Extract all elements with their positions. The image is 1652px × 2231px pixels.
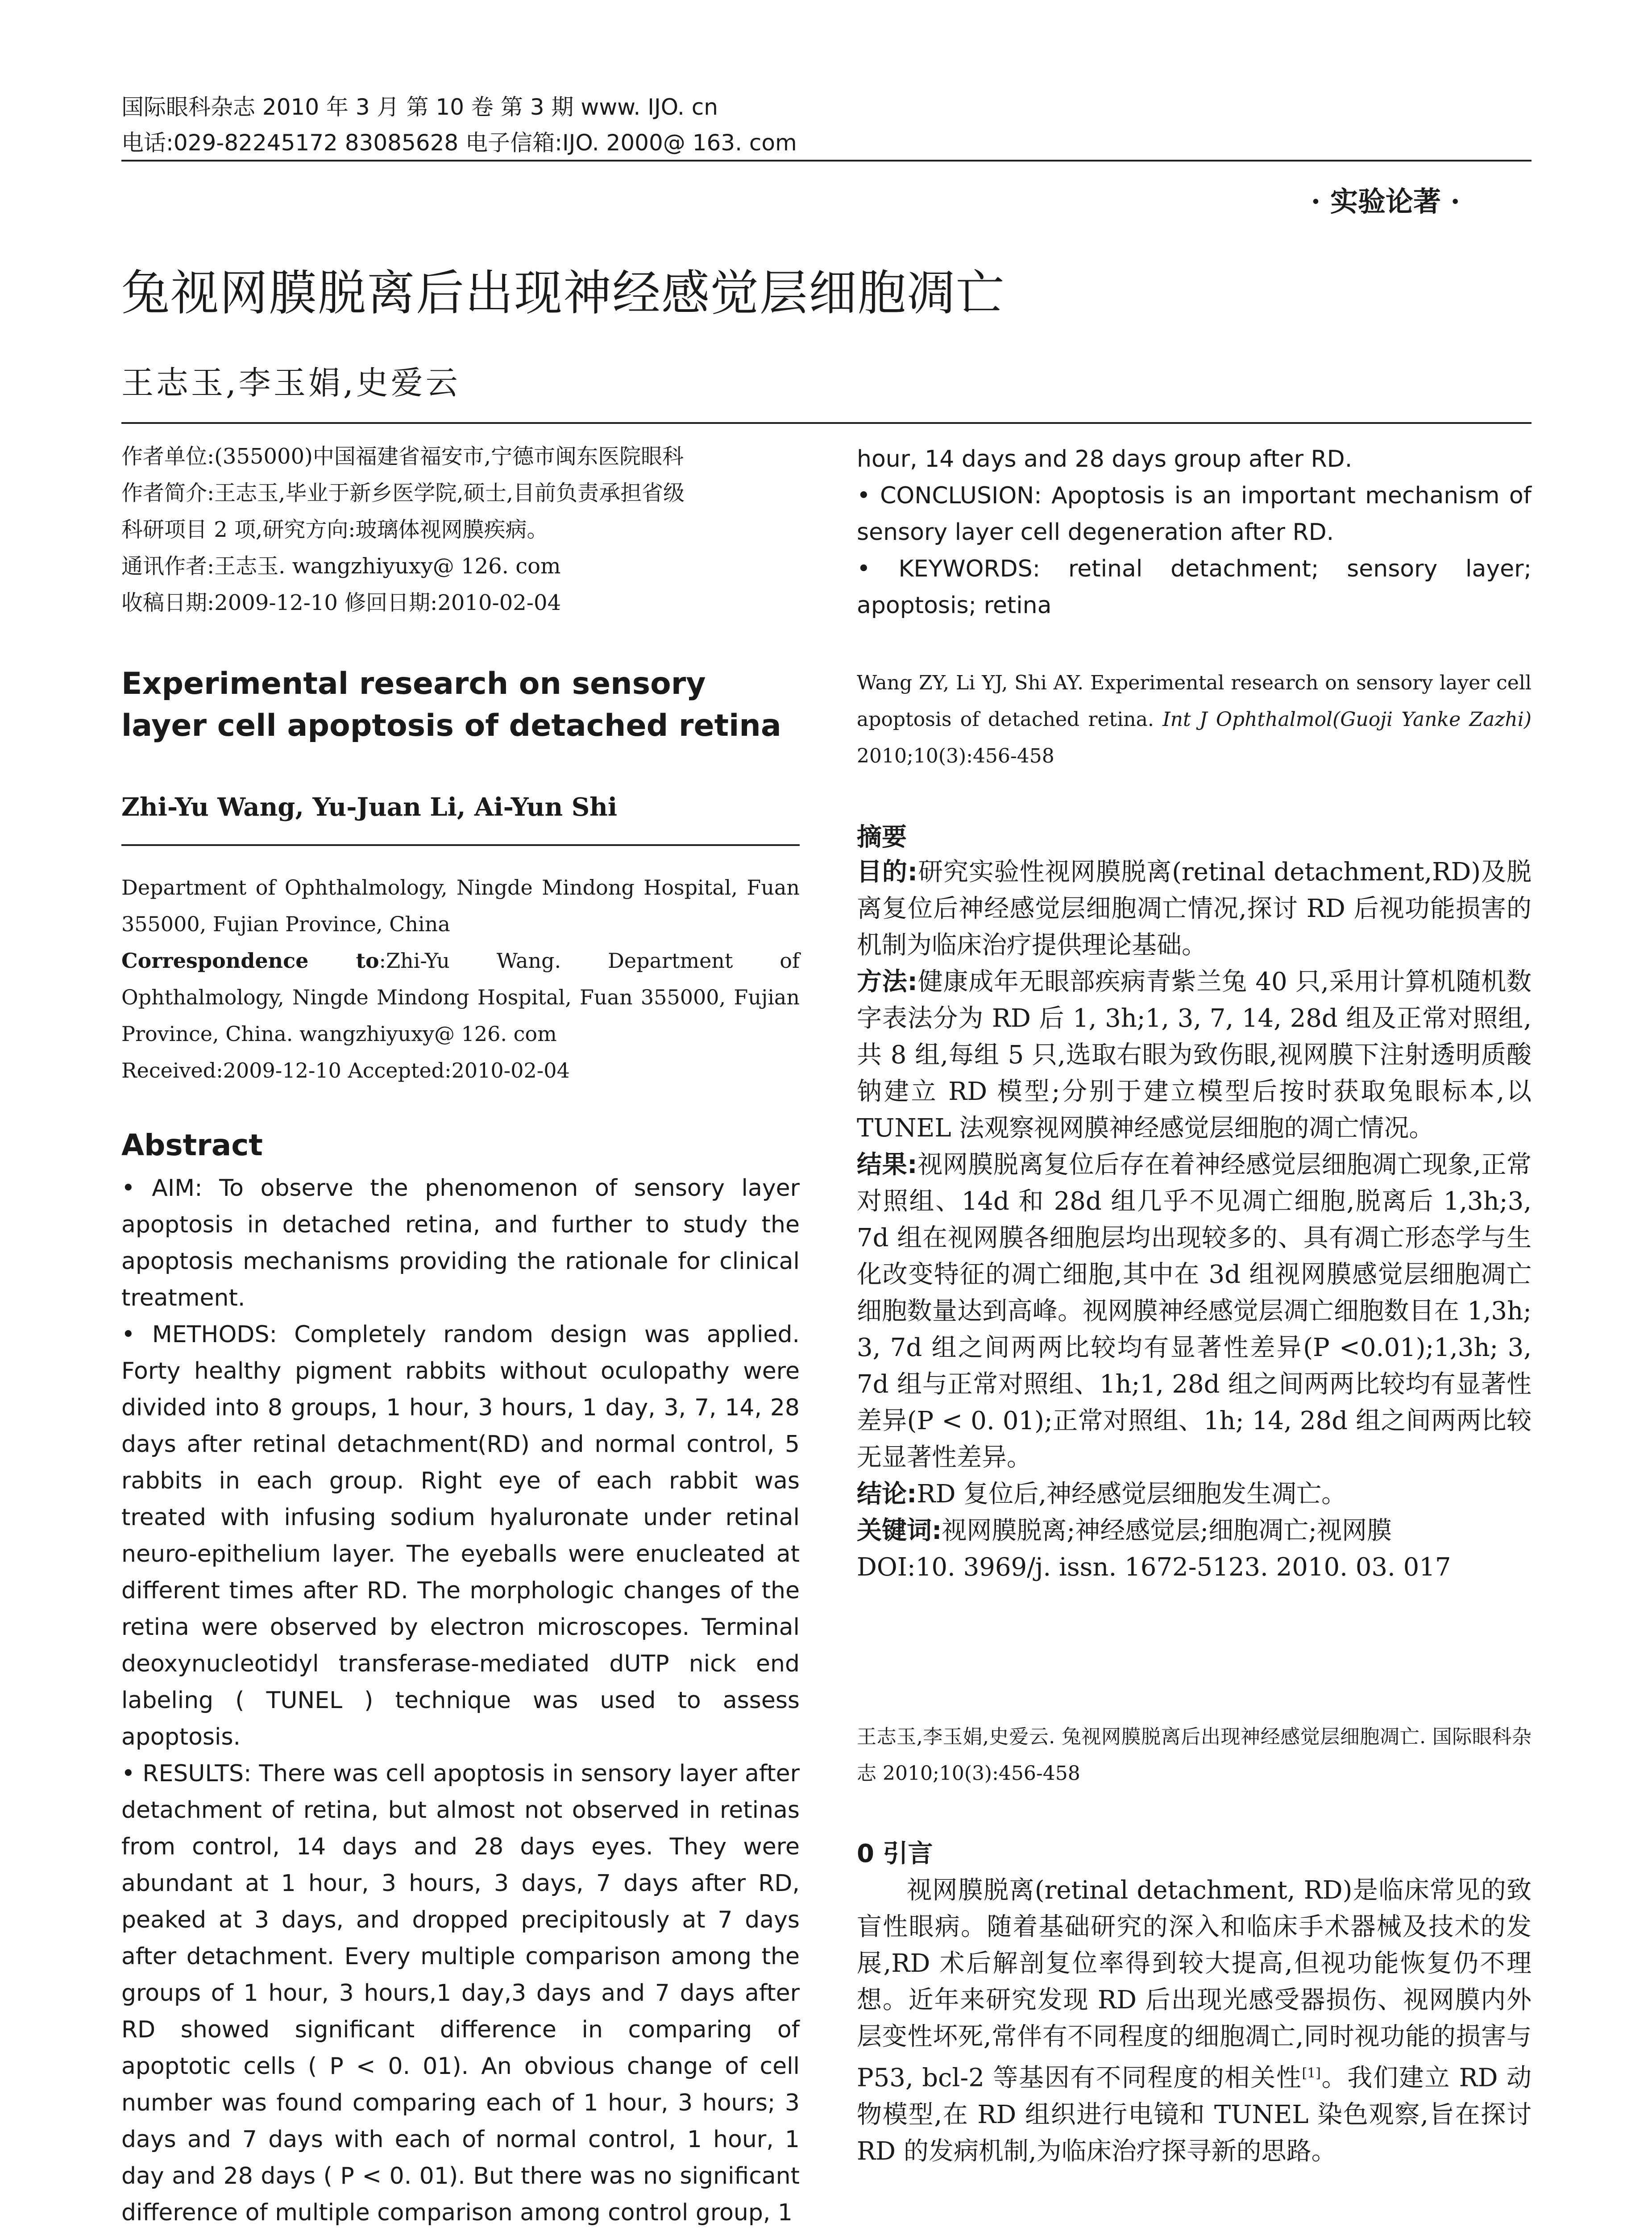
abstract-aim: • AIM: To observe the phenomenon of sensory layer apoptosis in detached retina, and further to study the apoptosis mechanisms providing the rationale for clinical treatment.: [121, 1175, 800, 1311]
intro-text: 视网膜脱离(retinal detachment, RD)是临床常见的致盲性眼病。随着基础研究的深入和临床手术器械及技术的发展,RD 术后解剖复位率得到较大提高,但视功能恢复仍不理想。近年来研究发现 RD 后出现光感受器损伤、视网膜内外层变性坏死,常伴有不同程度的细胞凋亡,同时视功能的损害与 P53, bcl-2 等基因有不同程度的相关性: [857, 1876, 1532, 2093]
cn-conclusion-text: RD 复位后,神经感觉层细胞发生凋亡。: [917, 1480, 1347, 1509]
cn-methods: [857, 964, 1532, 1147]
intro-heading: 0 引言: [857, 1839, 933, 1868]
abstract-cn: [857, 854, 1532, 1586]
citation-cn: 王志玉,李玉娟,史爱云. 兔视网膜脱离后出现神经感觉层细胞凋亡. 国际眼科杂志 2010;10(3):456-458: [857, 1725, 1532, 1785]
journal-header-line2: 电话:029-82245172 83085628 电子信箱:IJO. 2000@ 163. com: [121, 130, 797, 156]
cn-aim: [857, 854, 1532, 964]
cn-doi: DOI:10. 3969/j. issn. 1672-5123. 2010. 03. 017: [857, 1553, 1451, 1582]
cn-keywords-text: 视网膜脱离;神经感觉层;细胞凋亡;视网膜: [942, 1516, 1392, 1545]
cn-keywords: [857, 1513, 1532, 1549]
zhaiyao-heading: 摘要: [857, 823, 907, 852]
correspondence: [121, 942, 800, 1052]
citation-authors-title: Wang ZY, Li YJ, Shi AY. Experimental research on sensory layer cell apoptosis of detached retina.: [857, 672, 1532, 731]
article-title-en: Experimental research on sensory layer cell apoptosis of detached retina: [121, 666, 781, 743]
author-info-cn: [121, 438, 800, 621]
intro-text-cont: 。我们建立 RD 动物模型,在 RD 组织进行电镜和 TUNEL 染色观察,旨在探讨 RD 的发病机制,为临床治疗探寻新的思路。: [857, 2063, 1532, 2166]
section-tag: · 实验论著 ·: [1311, 185, 1460, 218]
abstract-results: • RESULTS: There was cell apoptosis in sensory layer after detachment of retina, but almost not observed in retinas from control, 14 days and 28 days eyes. They were abundant at 1 hour, 3 hours, 3 days, 7 days after RD, peaked at 3 days, and dropped precipitously at 7 days after detachment. Every multiple comparison among the groups of 1 hour, 3 hours,1 day,3 days and 7 days after RD showed significant difference in comparing of apoptotic cells ( P < 0. 01). An obvious change of cell number was found comparing each of 1 hour, 3 hours; 3 days and 7 days with each of normal control, 1 hour, 1 day and 28 days ( P < 0. 01). But there was no significant difference of multiple comparison among control group, 1: [121, 1760, 800, 2226]
meta-line: 通讯作者:王志玉. wangzhiyuxy@ 126. com: [121, 554, 561, 579]
cn-keywords-label: 关键词:: [857, 1516, 942, 1545]
abstract-en-left: [121, 1170, 800, 2231]
cn-conclusion: [857, 1476, 1532, 1513]
affiliation-en: [121, 869, 800, 1089]
abstract-en-right: [857, 441, 1532, 624]
cn-conclusion-label: 结论:: [857, 1480, 917, 1509]
header-rule: [121, 160, 1532, 162]
authors-cn: 王志玉,李玉娟,史爱云: [121, 364, 461, 402]
affiliation-text: Department of Ophthalmology, Ningde Mindong Hospital, Fuan 355000, Fujian Province, China: [121, 875, 800, 936]
article-title-cn: 兔视网膜脱离后出现神经感觉层细胞凋亡: [121, 265, 1005, 321]
citation-journal: Int J Ophthalmol(Guoji Yanke Zazhi): [1162, 708, 1532, 731]
abstract-keywords: • KEYWORDS: retinal detachment; sensory layer; apoptosis; retina: [857, 556, 1532, 619]
meta-line: 作者简介:王志玉,毕业于新乡医学院,硕士,目前负责承担省级: [121, 481, 685, 506]
correspondence-text: :Zhi-Yu Wang. Department of Ophthalmology, Ningde Mindong Hospital, Fuan 355000, Fujian Province, China. wangzhiyuxy@ 126. com: [121, 949, 800, 1046]
authors-rule: [121, 844, 800, 846]
correspondence-label: Correspondence to: [121, 949, 379, 973]
cn-results-label: 结果:: [857, 1150, 917, 1179]
dates-en: Received:2009-12-10 Accepted:2010-02-04: [121, 1058, 570, 1082]
intro-paragraph: [857, 1872, 1532, 2170]
cn-aim-label: 目的:: [857, 858, 918, 887]
authors-en: Zhi-Yu Wang, Yu-Juan Li, Ai-Yun Shi: [121, 792, 618, 822]
abstract-conclusion: • CONCLUSION: Apoptosis is an important mechanism of sensory layer cell degeneration after RD.: [857, 482, 1532, 546]
citation-volume: 2010;10(3):456-458: [857, 745, 1054, 767]
cn-methods-text: 健康成年无眼部疾病青紫兰兔 40 只,采用计算机随机数字表法分为 RD 后 1, 3h;1, 3, 7, 14, 28d 组及正常对照组,共 8 组,每组 5 只,选取右眼为致伤眼,视网膜下注射透明质酸钠建立 RD 模型;分别于建立模型后按时获取兔眼标本,以 TUNEL 法观察视网膜神经感觉层细胞的凋亡情况。: [857, 967, 1532, 1143]
cn-aim-text: 研究实验性视网膜脱离(retinal detachment,RD)及脱离复位后神经感觉层细胞凋亡情况,探讨 RD 后视功能损害的机制为临床治疗提供理论基础。: [857, 858, 1532, 960]
meta-line: 科研项目 2 项,研究方向:玻璃体视网膜疾病。: [121, 517, 548, 542]
meta-line: 作者单位:(355000)中国福建省福安市,宁德市闽东医院眼科: [121, 444, 684, 469]
meta-line: 收稿日期:2009-12-10 修回日期:2010-02-04: [121, 590, 561, 615]
cn-methods-label: 方法:: [857, 967, 917, 996]
cn-results-text: 视网膜脱离复位后存在着神经感觉层细胞凋亡现象,正常对照组、14d 和 28d 组几乎不见凋亡细胞,脱离后 1,3h;3, 7d 组在视网膜各细胞层均出现较多的、具有凋亡形态学与生化改变特征的凋亡细胞,其中在 3d 组视网膜感觉层细胞凋亡细胞数量达到高峰。视网膜神经感觉层凋亡细胞数目在 1,3h; 3, 7d 组之间两两比较均有显著性差异(P <0.01);1,3h; 3, 7d 组与正常对照组、1h;1, 28d 组之间两两比较均有显著性差异(P < 0. 01);正常对照组、1h; 14, 28d 组之间两两比较无显著性差异。: [857, 1150, 1532, 1472]
title-rule: [121, 422, 1532, 424]
cn-results: [857, 1147, 1532, 1476]
reference-marker[interactable]: [1]: [1302, 2065, 1321, 2081]
citation-en: [857, 665, 1532, 775]
journal-header-line1: 国际眼科杂志 2010 年 3 月 第 10 卷 第 3 期 www. IJO. cn: [121, 94, 718, 120]
abstract-results-cont: hour, 14 days and 28 days group after RD.: [857, 446, 1353, 473]
abstract-methods: • METHODS: Completely random design was applied. Forty healthy pigment rabbits without oculopathy were divided into 8 groups, 1 hour, 3 hours, 1 day, 3, 7, 14, 28 days after retinal detachment(RD) and normal control, 5 rabbits in each group. Right eye of each rabbit was treated with infusing sodium hyaluronate under retinal neuro-epithelium layer. The eyeballs were enucleated at different times after RD. The morphologic changes of the retina were observed by electron microscopes. Terminal deoxynucleotidyl transferase-mediated dUTP nick end labeling ( TUNEL ) technique was used to assess apoptosis.: [121, 1321, 800, 1750]
abstract-heading: Abstract: [121, 1128, 263, 1162]
